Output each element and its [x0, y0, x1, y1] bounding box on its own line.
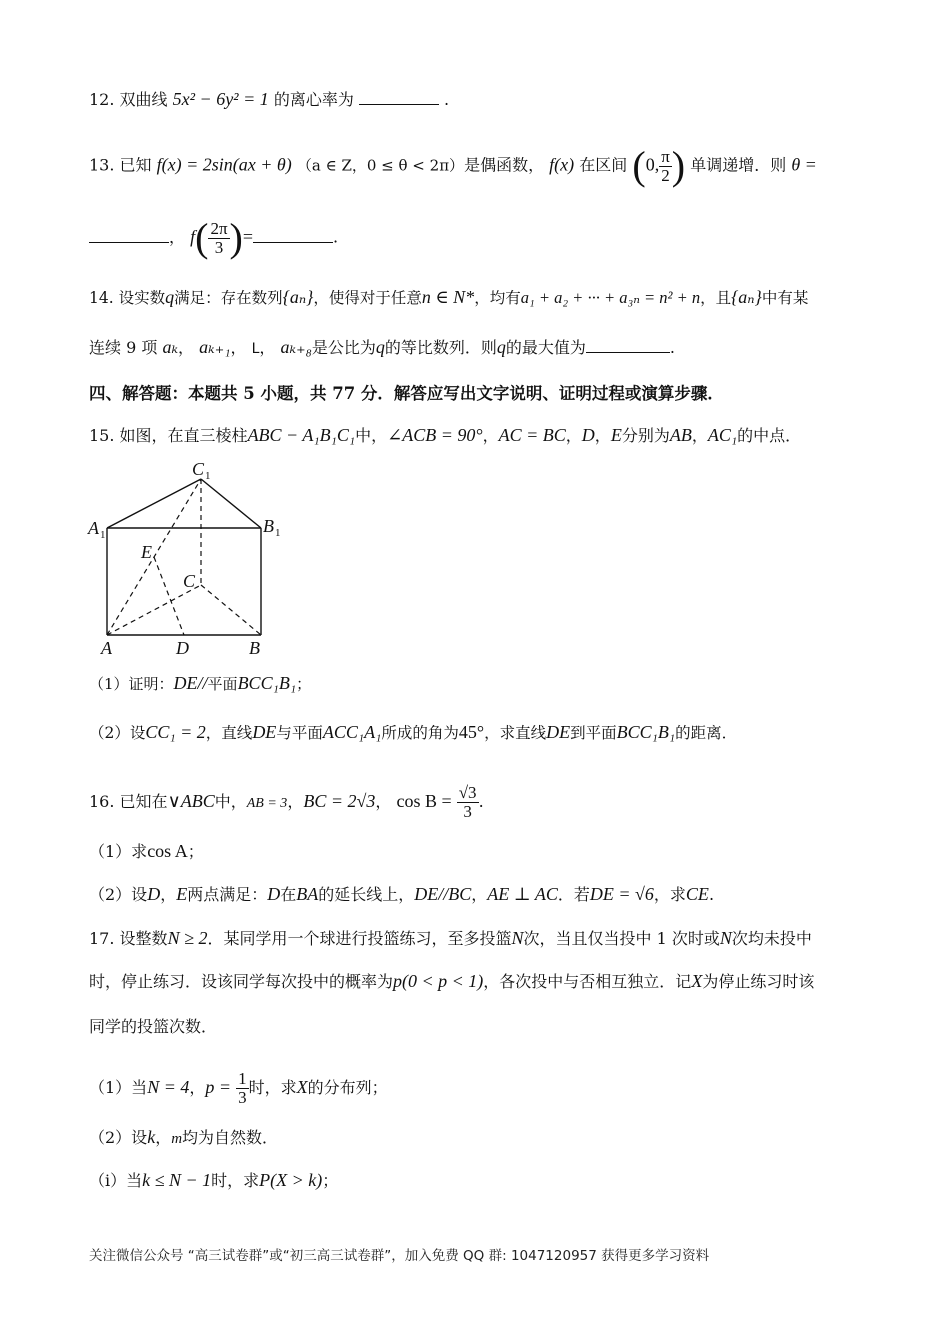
q12-text: 双曲线	[119, 90, 168, 109]
line-de: DE	[252, 722, 277, 742]
prism-name: ABC − A₁B₁C₁	[247, 425, 356, 445]
q16-p2-text: 两点满足：	[187, 885, 268, 904]
q17-line1	[89, 927, 870, 950]
frac-den: 2	[661, 165, 670, 185]
q17-text-3: 次，当且仅当投中 1 次时或	[523, 929, 720, 948]
q14-text-4: ，均有	[474, 289, 521, 307]
n-ge-2: N ≥ 2	[167, 928, 208, 948]
q14-line1	[89, 286, 870, 309]
label-c: C	[183, 571, 196, 591]
part-label: （i）当	[89, 1171, 143, 1190]
q15-p2-text-2: 与平面	[276, 724, 323, 742]
comma: ，	[375, 792, 392, 811]
part-label: （2）设	[89, 724, 146, 742]
segment-ac1: AC₁	[707, 425, 738, 445]
q15-part1	[89, 672, 870, 695]
comma: ，	[594, 426, 611, 445]
x-symbol: X	[296, 1077, 308, 1097]
q15-text-8: 的中点．	[737, 426, 802, 445]
q16-text-2: 中，	[214, 792, 247, 811]
semicolon: ；	[322, 1171, 339, 1190]
q13-function: f(x) = 2sin(ax + θ)	[156, 154, 292, 175]
q13-condition: （a ∈ Z，0 ≤ θ < 2π）	[296, 156, 465, 175]
q17-p3-text: 时，求	[211, 1171, 260, 1190]
label-a1: A	[88, 518, 99, 538]
two-pi-over-3	[208, 220, 229, 257]
label-b: B	[249, 638, 260, 658]
segment-ce: CE	[685, 884, 709, 904]
period: .	[333, 227, 339, 247]
q13-text-2: 是偶函数，	[464, 155, 545, 175]
q13-fx: f(x)	[549, 154, 575, 175]
a-k: aₖ	[162, 337, 179, 357]
q17-l2-text-2: ，各次投中与否相互独立．记	[483, 972, 692, 991]
edge-ac	[107, 585, 201, 635]
left-paren: (	[195, 215, 209, 260]
n-eq-4: N = 4	[147, 1077, 190, 1097]
q15-p2-text-4: ，求直线	[484, 724, 547, 742]
de-eq: DE = √6	[589, 884, 654, 904]
q-symbol: q	[375, 337, 385, 357]
q16-text: 已知在	[119, 792, 168, 811]
question-number: 17.	[89, 929, 115, 948]
comma: ，	[691, 426, 708, 445]
sequence-an: {aₙ}	[731, 287, 762, 307]
point-d: D	[267, 884, 281, 904]
period: .	[478, 792, 484, 811]
q14-l2-text-4: 的最大值为	[505, 338, 586, 357]
cos-b: cos B =	[396, 791, 452, 811]
plane-bcc1b1: BCC₁B₁	[616, 722, 676, 742]
angle-45: 45°	[458, 722, 485, 742]
frac-num: √3	[458, 783, 477, 802]
q13-text: 已知	[119, 155, 152, 175]
segment-ba: BA	[296, 884, 319, 904]
q17-text: 设整数	[119, 929, 168, 948]
section-heading: 四、解答题：本题共 5 小题，共 77 分．解答应写出文字说明、证明过程或演算步骤．	[89, 384, 724, 403]
q17-p1-text: 时，求	[248, 1078, 297, 1097]
right-paren: )	[229, 215, 243, 260]
q12-equation: 5x² − 6y² = 1	[172, 89, 269, 109]
q17-part3	[89, 1169, 870, 1192]
p-range: p(0 < p < 1)	[393, 971, 484, 991]
q16-part2	[89, 883, 870, 906]
q15-part2	[89, 721, 870, 744]
q17-l2-text-3: 为停止练习时该	[702, 972, 815, 991]
q17-part1	[89, 1070, 870, 1107]
answer-blank	[253, 226, 333, 243]
point-d: D	[147, 884, 161, 904]
label-d: D	[176, 638, 189, 658]
plane-bcc1b1: BCC₁B₁	[237, 673, 297, 693]
frac-num: 2π	[210, 218, 228, 238]
q14-text-5: ，且	[700, 289, 732, 307]
question-number: 12.	[89, 90, 115, 109]
comma: ，	[565, 426, 582, 445]
a-k-plus-1: aₖ₊₁	[199, 337, 231, 357]
q15-p2-text: ，直线	[205, 724, 253, 742]
q17-line2	[89, 970, 870, 993]
part-label: （2）设	[89, 1128, 148, 1147]
part-label: （1）当	[89, 1078, 148, 1097]
point-d: D	[581, 425, 595, 445]
label-c1-sub: 1	[205, 470, 211, 482]
q14-text-3: ，使得对于任意	[313, 289, 422, 307]
q12-line	[89, 88, 870, 111]
q17-line3: 同学的投篮次数．	[89, 1017, 218, 1036]
de-parallel: DE//	[173, 673, 208, 693]
label-e: E	[141, 542, 152, 562]
q16-p2-text-5: ，求	[653, 885, 686, 904]
q14-l2-text: 连续 9 项	[89, 338, 158, 357]
q15-text: 如图，在直三棱柱	[119, 426, 248, 445]
cc1-eq: CC₁ = 2	[145, 722, 206, 742]
comma: ，	[155, 1128, 172, 1147]
n-symbol: N	[511, 928, 524, 948]
angle-acb: ∠ACB = 90°	[387, 425, 483, 445]
pi-over-2	[659, 148, 672, 185]
q17-text-2: ．某同学用一个球进行投篮练习，至多投篮	[207, 929, 512, 948]
sqrt3-over-3	[457, 784, 479, 821]
question-number: 15.	[89, 426, 115, 445]
q13-text-3: 在区间	[579, 155, 628, 175]
period: .	[708, 885, 715, 904]
comma: ，	[189, 1078, 206, 1097]
q15-text-6: 分别为	[621, 426, 670, 445]
q17-text-4: 次均未投中	[731, 929, 812, 948]
m-symbol: m	[171, 1131, 183, 1147]
q17-l2-text: 时，停止练习．设该同学每次投中的概率为	[89, 972, 394, 991]
right-paren: )	[671, 143, 686, 188]
ab-eq: AB = 3	[246, 796, 288, 811]
q14-text: 设实数	[118, 289, 166, 307]
frac-den: 3	[214, 237, 224, 257]
line-de: DE	[546, 722, 571, 742]
segment-ab: AB	[669, 425, 692, 445]
answer-blank	[359, 88, 439, 105]
label-a: A	[101, 638, 112, 658]
q15-p2-text-6: 的距离．	[675, 724, 738, 742]
edge-cb	[201, 585, 261, 635]
semicolon: ；	[187, 842, 204, 861]
label-b1-sub: 1	[275, 527, 281, 539]
frac-num: 1	[238, 1069, 247, 1088]
label-b1: B	[263, 516, 274, 536]
q16-p2-text-2: 在	[280, 885, 297, 904]
frac-den: 3	[238, 1088, 247, 1107]
k-symbol: k	[147, 1127, 156, 1147]
point-e: E	[610, 425, 622, 445]
period: .	[444, 90, 450, 109]
one-third	[236, 1070, 249, 1107]
comma: ，	[178, 338, 195, 357]
frac-num: π	[661, 146, 670, 166]
cos-a: cos A	[147, 841, 188, 861]
q13-text-4: 单调递增．则	[690, 155, 787, 175]
q-symbol: q	[496, 337, 506, 357]
comma: ，	[482, 426, 499, 445]
page-footer: 关注微信公众号 “高三试卷群”或“初三高三试卷群”，加入免费 QQ 群: 1047120957 获得更多学习资料	[89, 1248, 710, 1264]
q16-line1	[89, 784, 870, 821]
k-le-n-minus-1: k ≤ N − 1	[142, 1170, 212, 1190]
period: .	[669, 338, 675, 357]
q15-text-2: 中，	[355, 426, 388, 445]
q16-part1	[89, 840, 870, 863]
f-symbol: f	[190, 226, 196, 247]
comma: ，	[471, 885, 488, 904]
point-e: E	[176, 884, 188, 904]
equals: =	[242, 226, 254, 247]
comma: ，	[259, 338, 276, 357]
q13-line1	[89, 143, 870, 188]
a-k-plus-8: aₖ₊₈	[280, 337, 312, 357]
q14-l2-text-3: 的等比数列．则	[384, 338, 497, 357]
answer-blank	[586, 336, 670, 353]
prism-figure	[85, 455, 285, 660]
q14-l2-text-2: 是公比为	[311, 338, 376, 357]
part-label: （1）求	[89, 842, 148, 861]
ae-perp-ac: AE ⊥ AC	[487, 884, 558, 904]
q16-p2-text-3: 的延长线上，	[318, 885, 415, 904]
q14-text-2: 满足：存在数列	[174, 289, 283, 307]
sum-expression: a₁ + a₂ + ··· + a₃ₙ = n² + n	[520, 288, 701, 307]
label-a1-sub: 1	[100, 529, 106, 541]
label-c1: C	[192, 459, 205, 479]
q15-p2-text-3: 所成的角为	[381, 724, 459, 742]
ellipsis-glyph: L	[251, 341, 260, 357]
part-label: （1）证明：	[89, 675, 174, 693]
ac-eq-bc: AC = BC	[498, 425, 566, 445]
q17-p2-text: 均为自然数．	[182, 1128, 279, 1147]
question-number: 16.	[89, 792, 115, 811]
x-symbol: X	[691, 971, 703, 991]
n-symbol: N	[719, 928, 732, 948]
plane-word: 平面	[207, 675, 238, 693]
q13-theta: θ =	[791, 154, 817, 175]
answer-blank	[89, 226, 169, 243]
question-number: 13.	[89, 155, 115, 175]
part-label: （2）设	[89, 885, 148, 904]
q17-p1-text-2: 的分布列；	[307, 1078, 388, 1097]
question-number: 14.	[89, 289, 114, 307]
q12-text-b: 的离心率为	[273, 90, 354, 109]
sequence-an: {aₙ}	[282, 287, 314, 307]
semicolon: ；	[296, 675, 312, 693]
comma: ，	[160, 885, 177, 904]
q14-text-6: 中有某	[761, 289, 809, 307]
triangle-abc: ∨ABC	[167, 791, 215, 811]
q17-part2	[89, 1126, 870, 1150]
q15-p2-text-5: 到平面	[570, 724, 617, 742]
q15-line1	[89, 424, 870, 447]
left-paren: (	[632, 143, 646, 188]
bc-eq: BC = 2√3	[303, 791, 376, 811]
q13-line2: ， f( $\frac{2\pi}{3}$ )= .	[89, 218, 870, 258]
q-symbol: q	[165, 287, 175, 307]
comma: ，	[287, 792, 304, 811]
prob-x-gt-k: P(X > k)	[259, 1170, 323, 1190]
p-eq: p =	[205, 1077, 232, 1097]
interval-left: 0,	[645, 154, 660, 175]
frac-den: 3	[463, 802, 472, 821]
edge-c1b1	[201, 479, 261, 528]
comma: ，	[230, 338, 247, 357]
de-parallel-bc: DE//BC	[414, 884, 472, 904]
q14-line2	[89, 336, 870, 360]
q16-p2-text-4: ．若	[557, 885, 590, 904]
plane-acc1a1: ACC₁A₁	[322, 722, 382, 742]
n-in-N: n ∈ N*	[421, 287, 475, 307]
